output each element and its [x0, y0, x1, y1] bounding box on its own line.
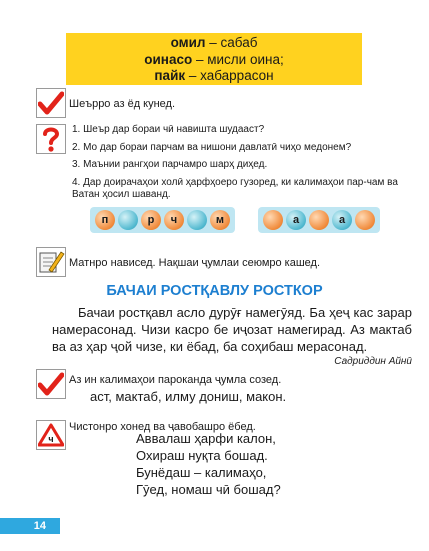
- question-3: 3. Маънии рангҳои парчамро шарҳ диҳед.: [72, 159, 268, 170]
- page-number: 14: [0, 518, 60, 534]
- letter-circle-empty[interactable]: [309, 210, 329, 230]
- checkmark-icon: [36, 369, 66, 399]
- poem-line-1: Аввалаш ҳарфи калон,: [136, 431, 276, 446]
- checkmark-icon: [36, 88, 66, 118]
- poem-line-2: Охираш нуқта бошад.: [136, 448, 268, 463]
- letter-circle: а: [332, 210, 352, 230]
- task-memorize: Шеърро аз ёд кунед.: [69, 98, 176, 110]
- task-write: Матнро нависед. Нақшаи ҷумлаи сеюмро кашед.: [69, 257, 321, 269]
- letter-circle: а: [286, 210, 306, 230]
- writing-icon: [36, 247, 66, 277]
- story-text: Бачаи ростқавл асло дурӯғ намегӯяд. Ба ҳеҷ кас зарар намерасонад. Чизи касро бе иҷозат намегирад. Аз мактаб ва аз ҳар ҷой чизе, ки ёбад, ба соҳибаш мерасонад.: [52, 305, 412, 354]
- letter-circle-empty[interactable]: [355, 210, 375, 230]
- question-4: 4. Дар доирачаҳои холӣ ҳарфҳоеро гузоред, ки калимаҳои пар-чам ва Ватан ҳосил шаванд.: [72, 176, 398, 200]
- letters-vatan: [258, 207, 380, 233]
- vocabulary-box: [66, 33, 362, 85]
- svg-text:ч: ч: [48, 434, 54, 444]
- riddle-poem: [136, 430, 281, 498]
- riddle-sign-icon: [36, 420, 66, 450]
- letter-circle-empty[interactable]: [118, 210, 138, 230]
- vocab-row-1: омил – сабаб: [170, 35, 258, 50]
- poem-line-4: Гӯед, номаш чӣ бошад?: [136, 482, 281, 497]
- letter-circle: м: [210, 210, 230, 230]
- story-title: БАЧАИ РОСТҚАВЛУ РОСТКОР: [106, 283, 323, 299]
- question-list: [72, 124, 412, 207]
- task-compose: Аз ин калимаҳои пароканда ҷумла созед.: [69, 374, 282, 386]
- vocab-row-3: пайк – хабаррасон: [154, 68, 274, 83]
- question-2: 2. Мо дар бораи парчам ва нишони давлатӣ чиҳо медонем?: [72, 141, 352, 153]
- scrambled-words: аст, мактаб, илму дониш, макон.: [90, 389, 287, 404]
- letter-circle-empty[interactable]: [263, 210, 283, 230]
- letter-circle: р: [141, 210, 161, 230]
- question-1: 1. Шеър дар бораи чӣ навишта шудааст?: [72, 124, 265, 135]
- question-icon: [36, 124, 66, 154]
- letter-circle: п: [95, 210, 115, 230]
- poem-line-3: Бунёдаш – калимаҳо,: [136, 465, 267, 480]
- task-riddle: Чистонро хонед ва ҷавобашро ёбед.: [69, 421, 256, 433]
- letter-circle-empty[interactable]: [187, 210, 207, 230]
- vocab-row-2: оинасо – мисли оина;: [144, 51, 284, 67]
- letter-circle: ч: [164, 210, 184, 230]
- story-author: Садриддин Айнӣ: [334, 356, 412, 367]
- letters-parcham: [90, 207, 235, 233]
